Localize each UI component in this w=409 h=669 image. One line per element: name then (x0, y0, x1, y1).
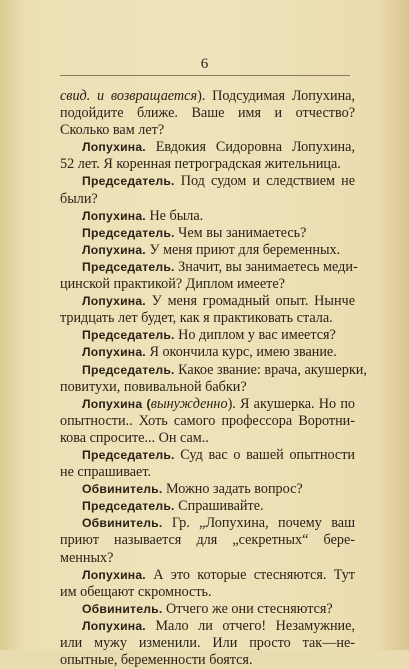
line-text: кова спросите... Он сам.. (60, 429, 209, 446)
speaker-name: Лопухина. (82, 140, 146, 155)
line-text: Мало ли отчего! Незамужние, (145, 617, 355, 634)
line-text: повитухи, повивальной бабки? (60, 378, 247, 395)
line-text: Но диплом у вас имеется? (174, 327, 336, 344)
text-line (60, 618, 355, 635)
speaker-name: Лопухина. (82, 345, 146, 360)
speaker-name: Обвинитель. (82, 516, 163, 531)
text-line (60, 601, 355, 618)
text-line (60, 584, 355, 601)
line-text: У меня приют для беременных. (145, 241, 341, 258)
speaker-name: Председатель. (82, 499, 175, 514)
line-text: Значит, вы занимаетесь меди- (174, 258, 358, 275)
line-text: ). Подсудимая Лопухина, (197, 88, 356, 104)
text-line (60, 481, 355, 498)
text-line (60, 447, 355, 464)
speaker-name: Лопухина. (82, 294, 146, 309)
text-line (60, 225, 355, 242)
text-line (60, 361, 367, 379)
text-line (60, 310, 355, 327)
text-line (60, 173, 355, 190)
line-text: Не была. (145, 207, 204, 224)
line-text: Суд вас о вашей опытности (174, 446, 355, 463)
speaker-name: Лопухина. (82, 567, 146, 582)
line-text: Отчего же они стесняются? (162, 600, 333, 617)
stage-direction: свид. и возвращается (60, 88, 198, 104)
line-text: менных? (60, 549, 114, 566)
speaker-name: Председатель. (82, 447, 175, 462)
header-rule (60, 75, 350, 76)
line-text: или мужу изменили. Или просто так—не- (60, 635, 355, 651)
text-line (60, 550, 355, 567)
text-line (60, 105, 355, 122)
text-line (60, 344, 355, 361)
speaker-name: Председатель. (82, 328, 175, 343)
line-text: ). Я акушерка. Но по (227, 395, 356, 412)
line-text: подойдите ближе. Ваше имя и отчество? (60, 105, 355, 122)
text-line (60, 396, 355, 413)
line-text: им обещают скромность. (60, 583, 212, 600)
text-line (60, 652, 355, 669)
line-text: были? (60, 190, 98, 207)
text-line (60, 208, 355, 225)
text-line (60, 327, 355, 344)
line-text: Евдокия Сидоровна Лопухина, (145, 139, 355, 156)
text-line (60, 379, 355, 396)
speaker-name: Лопухина ( (82, 396, 151, 411)
text-line (60, 276, 355, 293)
speaker-name: Обвинитель. (82, 482, 163, 497)
text-line (60, 532, 355, 549)
text-line (60, 258, 358, 276)
text-line (60, 413, 355, 430)
speaker-name: Председатель. (82, 259, 175, 274)
line-text: Спрашивайте. (174, 498, 264, 515)
text-line (60, 498, 355, 515)
text-line (60, 139, 355, 156)
text-line (60, 464, 355, 481)
line-text: У меня громадный опыт. Нынче (145, 293, 355, 310)
speaker-name: Председатель. (82, 362, 175, 377)
speaker-name: Обвинитель. (82, 601, 163, 616)
line-text: Под судом и следствием не (174, 173, 355, 190)
line-text: Сколько вам лет? (60, 122, 165, 139)
stage-direction: вынужденно (150, 395, 228, 412)
line-text: не спрашивает. (60, 464, 152, 481)
line-text: опытные, беременности боятся. (60, 652, 253, 669)
speaker-name: Председатель. (82, 174, 175, 189)
line-text: опытности.. Хоть самого профессора Воротни- (60, 412, 355, 429)
line-text: тридцать лет будет, как я практиковать стала. (60, 310, 333, 327)
text-line (60, 122, 355, 139)
body-text (60, 88, 367, 669)
speaker-name: Лопухина. (82, 208, 146, 223)
text-line (60, 567, 355, 584)
line-text: Какое звание: врача, акушерки, (174, 361, 367, 378)
text-line (60, 242, 355, 259)
line-text: Можно задать вопрос? (162, 481, 303, 498)
text-line (60, 515, 355, 532)
speaker-name: Лопухина. (82, 618, 146, 633)
page-number: 6 (200, 56, 209, 72)
line-text: Гр. „Лопухина, почему ваш (162, 515, 355, 532)
text-line (60, 156, 355, 173)
line-text: 52 лет. Я коренная петроградская жительница. (60, 156, 341, 173)
line-text: А это которые стесняются. Тут (145, 566, 355, 583)
text-line (60, 430, 355, 447)
text-line (60, 191, 355, 208)
text-line (60, 293, 355, 310)
speaker-name: Председатель. (82, 225, 175, 240)
line-text: цинской практикой? Диплом имеете? (60, 276, 285, 293)
line-text: Я окончила курс, имею звание. (145, 344, 337, 361)
line-text: Чем вы занимаетесь? (174, 224, 307, 241)
line-text: приют называется для „секретных“ бере- (60, 532, 355, 549)
speaker-name: Лопухина. (82, 242, 146, 257)
text-line (60, 88, 355, 105)
